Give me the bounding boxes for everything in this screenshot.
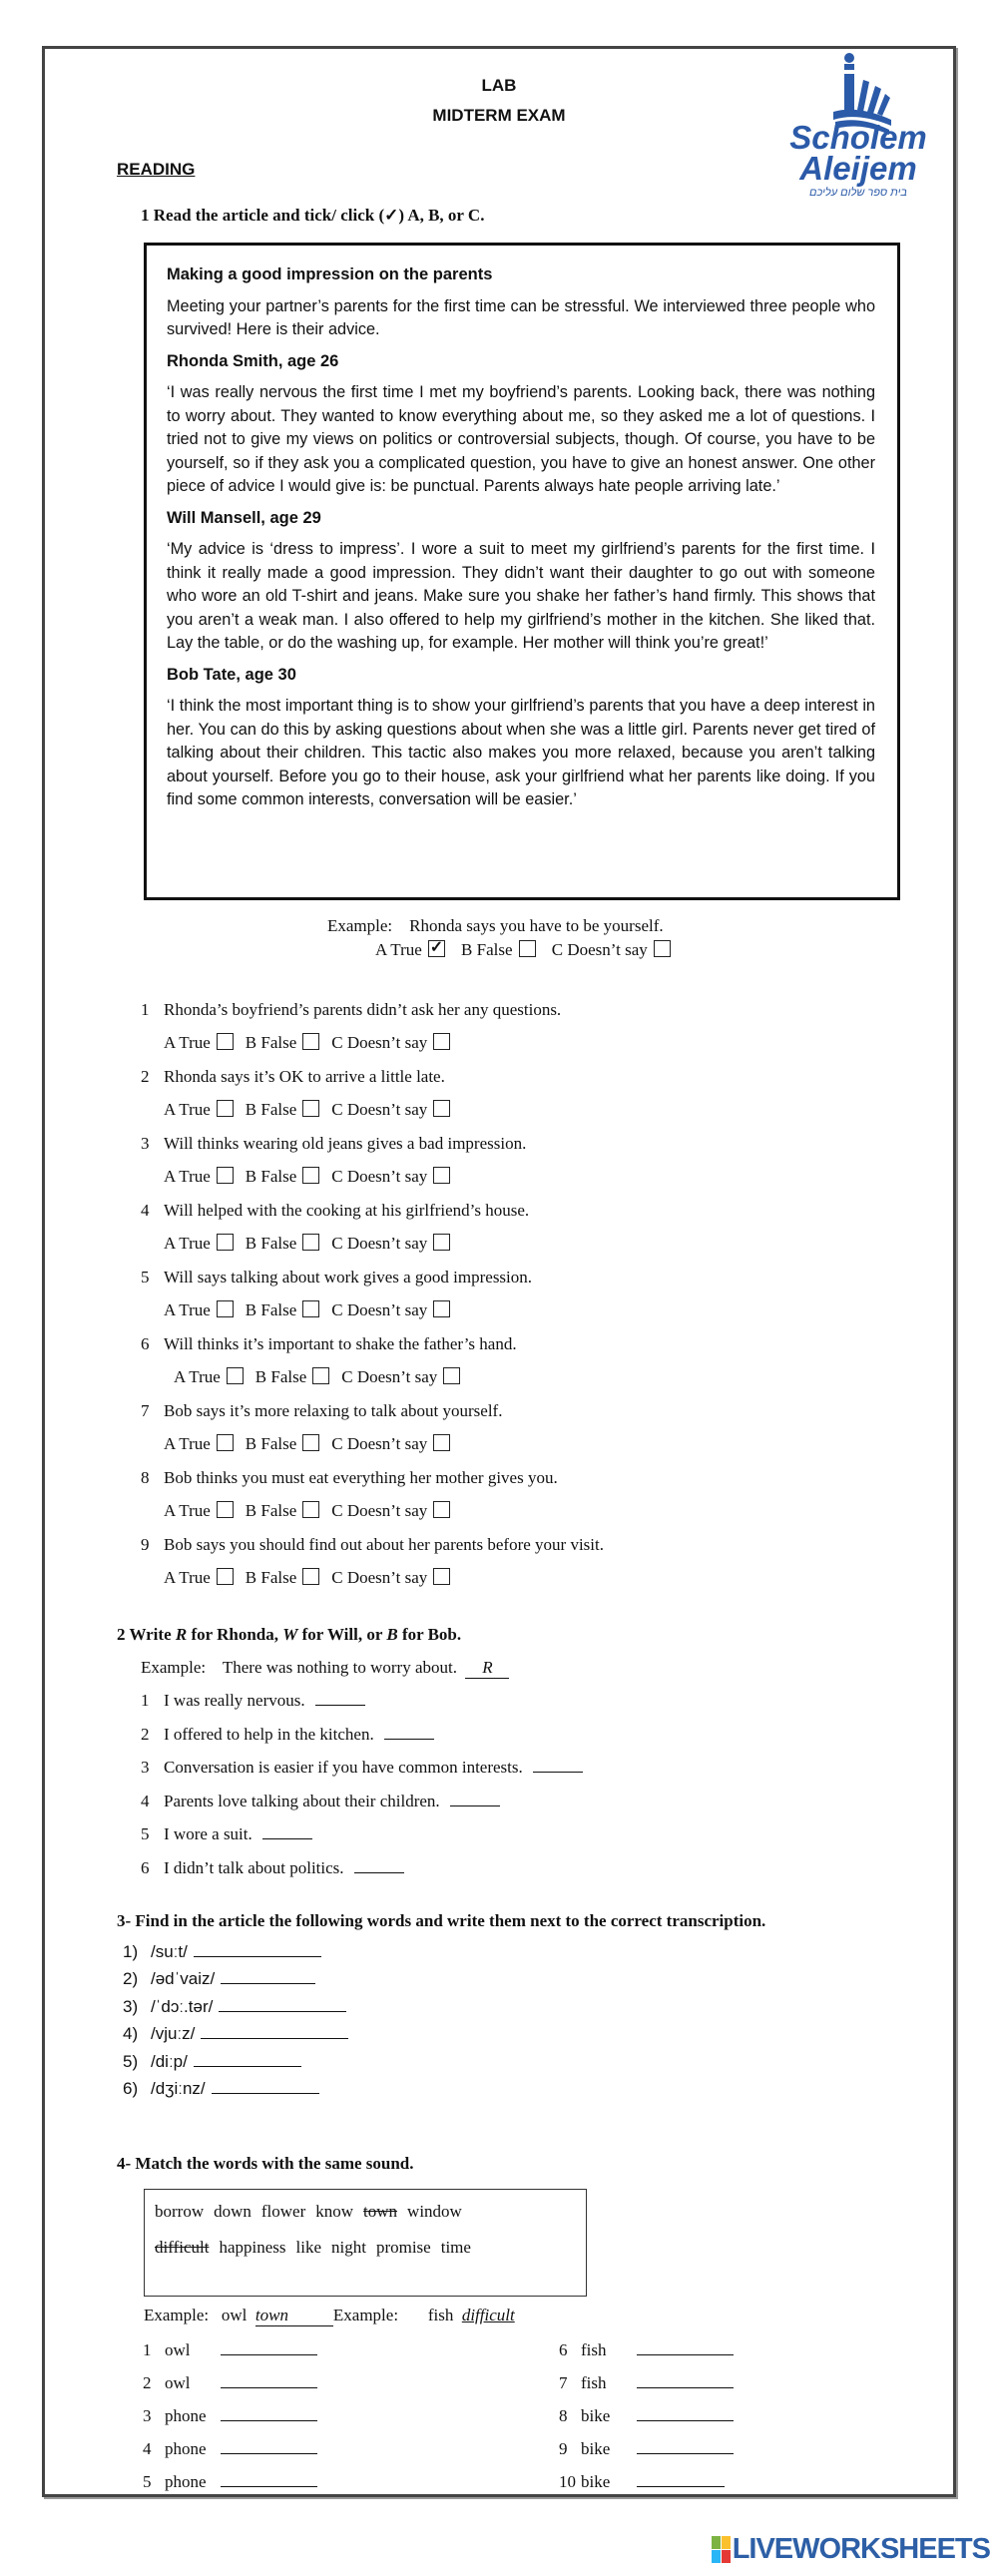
item-word: bike — [581, 2439, 611, 2458]
ipa-text: /ˈdɔː.tər/ — [151, 1996, 214, 2016]
checkbox-b[interactable] — [519, 940, 536, 957]
answer-blank[interactable] — [221, 2472, 317, 2487]
item-number: 1 — [141, 1691, 150, 1710]
checkbox-b[interactable] — [312, 1367, 329, 1384]
example-text: There was nothing to worry about. — [222, 1658, 457, 1677]
question-options — [164, 1234, 462, 1254]
item-number: 8 — [559, 2406, 568, 2425]
question-text: Bob says you should find out about her parents before your visit. — [164, 1535, 604, 1554]
checkbox-a[interactable] — [217, 1033, 234, 1050]
option-b-label: B False — [461, 940, 513, 959]
transcription-item — [123, 1969, 315, 1989]
option-a-label: A True — [375, 940, 422, 959]
item-number: 6 — [559, 2340, 568, 2359]
example-answer: R — [465, 1658, 509, 1679]
option-a-label: A True — [174, 1367, 221, 1386]
ipa-text: /diːp/ — [151, 2051, 188, 2071]
option-a-label: A True — [164, 1434, 211, 1453]
word-bank-word: town — [363, 2202, 398, 2221]
question-number: 3 — [141, 1134, 150, 1153]
school-logo — [763, 50, 953, 200]
question-text: Will thinks wearing old jeans gives a bad impression. — [164, 1134, 527, 1153]
question-text: Rhonda says it’s OK to arrive a little late. — [164, 1067, 445, 1086]
answer-blank[interactable] — [637, 2439, 734, 2454]
liveworksheets-logo — [712, 2533, 990, 2566]
option-b-label: B False — [245, 1167, 297, 1186]
option-c-label: C Doesn’t say — [551, 940, 648, 959]
item-number: 1) — [123, 1942, 139, 1961]
answer-blank[interactable] — [201, 2024, 348, 2039]
checkbox-c[interactable] — [433, 1033, 450, 1050]
checkbox-c[interactable] — [433, 1100, 450, 1117]
option-a-label: A True — [164, 1501, 211, 1520]
match-item — [559, 2472, 725, 2492]
item-text: I didn’t talk about politics. — [164, 1858, 344, 1877]
example-text: Rhonda says you have to be yourself. — [409, 916, 664, 935]
answer-blank[interactable] — [194, 1942, 321, 1957]
item-number: 7 — [559, 2373, 568, 2392]
word-bank-word: down — [214, 2202, 251, 2221]
option-b-label: B False — [245, 1434, 297, 1453]
checkbox-b[interactable] — [302, 1501, 319, 1518]
instr-r: R — [175, 1625, 188, 1644]
answer-blank[interactable] — [315, 1691, 365, 1706]
match-item — [559, 2439, 734, 2459]
item-number: 1 — [143, 2340, 152, 2359]
example-answer: difficult — [461, 2306, 515, 2324]
question-options — [164, 1434, 462, 1454]
word-bank-word: borrow — [155, 2202, 205, 2221]
option-b-label: B False — [245, 1568, 297, 1587]
instr-text: for Rhonda, — [187, 1625, 283, 1644]
item-word: bike — [581, 2406, 611, 2425]
transcription-item — [123, 1942, 321, 1962]
answer-blank[interactable] — [354, 1858, 404, 1873]
question-item — [141, 1134, 526, 1154]
item-number: 4) — [123, 2024, 139, 2044]
option-a-label: A True — [164, 1033, 211, 1052]
item-text: Parents love talking about their children. — [164, 1791, 440, 1810]
checkbox-a[interactable] — [217, 1568, 234, 1585]
answer-blank[interactable] — [450, 1792, 500, 1806]
answer-blank[interactable] — [262, 1824, 312, 1839]
example-answer: town — [255, 2306, 333, 2326]
instr-text: for Bob. — [397, 1625, 462, 1644]
item-text: Conversation is easier if you have common interests. — [164, 1758, 523, 1778]
checkbox-a[interactable] — [217, 1501, 234, 1518]
item-word: owl — [165, 2373, 191, 2392]
answer-blank[interactable] — [212, 2079, 319, 2094]
ipa-text: /dʒiːnz/ — [151, 2079, 206, 2098]
checkbox-b[interactable] — [302, 1033, 319, 1050]
question-options — [164, 1568, 462, 1588]
liveworksheets-icon — [712, 2536, 731, 2563]
answer-blank[interactable] — [221, 2439, 317, 2454]
example-label: Example: — [144, 2306, 210, 2324]
instr-text: 2 Write — [117, 1625, 176, 1644]
item-number: 3 — [141, 1758, 150, 1778]
question-item — [141, 1067, 445, 1087]
item-word: fish — [581, 2340, 607, 2359]
checkbox-a[interactable] — [217, 1300, 234, 1317]
question-options — [174, 1367, 472, 1387]
item-number: 4 — [141, 1791, 150, 1810]
question-options — [164, 1300, 462, 1320]
question-number: 6 — [141, 1334, 150, 1353]
option-b-label: B False — [245, 1234, 297, 1253]
checkbox-a-checked[interactable] — [428, 940, 445, 957]
question-number: 2 — [141, 1067, 150, 1086]
person-text: ‘My advice is ‘dress to impress’. I wore a suit to meet my girlfriend’s parents for the first time. I think it really made a good impression. They didn’t want their daughter to go out with someone who wore an old T-shirt and jeans. Make sure you shake her father’s hand firmly. This shows that you aren’t a weak man. I also offered to help my girlfriend’s mother in the kitchen. She liked that. Lay the table, or do the washing up, for example. Her mother will think you’re great!’ — [167, 540, 875, 652]
item-number: 10 — [559, 2472, 576, 2491]
item-number: 6) — [123, 2079, 139, 2098]
word-bank-word: like — [295, 2238, 321, 2257]
transcription-item — [123, 2024, 348, 2044]
instr-b: B — [386, 1625, 398, 1644]
example-word: fish — [427, 2306, 454, 2324]
option-c-label: C Doesn’t say — [331, 1234, 428, 1253]
checkbox-c[interactable] — [433, 1568, 450, 1585]
item-number: 5) — [123, 2051, 139, 2071]
question-item — [141, 1468, 558, 1488]
item-number: 3 — [143, 2406, 152, 2425]
example-label: Example: — [327, 916, 393, 935]
transcription-item — [123, 2079, 319, 2099]
question-item — [141, 1000, 561, 1020]
question-text: Rhonda’s boyfriend’s parents didn’t ask her any questions. — [164, 1000, 562, 1019]
checkbox-a[interactable] — [217, 1234, 234, 1251]
statement-item — [141, 1758, 583, 1778]
item-text: I wore a suit. — [164, 1824, 252, 1844]
part4-instruction: 4- Match the words with the same sound. — [117, 2154, 414, 2173]
option-b-label: B False — [245, 1300, 297, 1319]
transcription-item — [123, 1997, 346, 2017]
item-number: 2 — [141, 1724, 150, 1744]
checkbox-b[interactable] — [302, 1100, 319, 1117]
item-number: 2 — [143, 2373, 152, 2392]
statement-item — [141, 1858, 404, 1878]
article-title: Making a good impression on the parents — [167, 265, 493, 283]
statement-item — [141, 1691, 365, 1711]
match-item — [143, 2340, 317, 2360]
checkbox-c[interactable] — [433, 1300, 450, 1317]
question-number: 7 — [141, 1401, 150, 1420]
statement-item — [141, 1792, 500, 1811]
item-number: 6 — [141, 1858, 150, 1877]
question-text: Will thinks it’s important to shake the father’s hand. — [164, 1334, 517, 1353]
answer-blank[interactable] — [533, 1758, 583, 1773]
answer-blank[interactable] — [637, 2373, 734, 2388]
item-text: I was really nervous. — [164, 1691, 305, 1710]
person-text: ‘I think the most important thing is to show your girlfriend’s parents that you have a deep interest in her. You can do this by asking questions about when she was a little girl. Parents never get tired of talking about their children. This tactic also makes you more relaxed, because you aren’t talking about yourself. Before you go to their house, ask your girlfriend what her parents like doing. If you find some common interests, conversation will be easier.’ — [167, 697, 875, 808]
option-b-label: B False — [254, 1367, 307, 1386]
checkbox-b[interactable] — [302, 1234, 319, 1251]
match-item — [143, 2406, 317, 2426]
answer-blank[interactable] — [221, 2406, 317, 2421]
match-item — [143, 2439, 317, 2459]
answer-blank[interactable] — [194, 2052, 301, 2067]
part1-instruction: 1 Read the article and tick/ click (✓) A, B, or C. — [141, 206, 485, 225]
checkbox-b[interactable] — [302, 1434, 319, 1451]
question-item — [141, 1201, 529, 1221]
part2-instruction — [117, 1625, 461, 1645]
option-c-label: C Doesn’t say — [331, 1434, 428, 1453]
checkbox-c[interactable] — [433, 1234, 450, 1251]
option-a-label: A True — [164, 1100, 211, 1119]
answer-blank[interactable] — [219, 1997, 346, 2012]
question-options — [164, 1167, 462, 1187]
option-c-label: C Doesn’t say — [331, 1033, 428, 1052]
question-number: 8 — [141, 1468, 150, 1487]
example-label: Example: — [332, 2306, 399, 2324]
statement-item — [141, 1725, 434, 1745]
item-number: 4 — [143, 2439, 152, 2458]
checkbox-a[interactable] — [217, 1100, 234, 1117]
question-text: Bob says it’s more relaxing to talk about yourself. — [164, 1401, 503, 1420]
option-a-label: A True — [164, 1300, 211, 1319]
question-number: 4 — [141, 1201, 150, 1220]
instr-text: for Will, or — [297, 1625, 387, 1644]
item-word: fish — [581, 2373, 607, 2392]
word-bank — [144, 2189, 587, 2297]
header-lab: LAB — [481, 76, 517, 95]
option-b-label: B False — [245, 1501, 297, 1520]
word-bank-word: flower — [260, 2202, 306, 2221]
person-name: Rhonda Smith, age 26 — [167, 351, 339, 370]
word-bank-word: night — [331, 2238, 366, 2257]
option-a-label: A True — [164, 1234, 211, 1253]
word-bank-word: difficult — [155, 2238, 210, 2257]
instr-w: W — [282, 1625, 298, 1644]
word-bank-row — [155, 2194, 576, 2230]
header-exam-title: MIDTERM EXAM — [432, 106, 566, 125]
checkbox-c[interactable] — [654, 940, 671, 957]
item-number: 9 — [559, 2439, 568, 2458]
question-number: 5 — [141, 1268, 150, 1287]
ipa-text: /ədˈvaiz/ — [151, 1969, 216, 1989]
answer-blank[interactable] — [384, 1725, 434, 1740]
option-c-label: C Doesn’t say — [331, 1167, 428, 1186]
question-number: 1 — [141, 1000, 150, 1019]
word-bank-word: happiness — [219, 2238, 286, 2257]
transcription-item — [123, 2052, 301, 2072]
checkbox-c[interactable] — [433, 1434, 450, 1451]
article-box — [144, 243, 900, 900]
section-heading-reading: READING — [117, 160, 196, 179]
match-item — [559, 2340, 734, 2360]
option-c-label: C Doesn’t say — [341, 1367, 438, 1386]
item-word: phone — [165, 2439, 207, 2458]
example-word: owl — [221, 2306, 248, 2324]
part4-examples — [144, 2306, 515, 2326]
part3-instruction: 3- Find in the article the following words and write them next to the correct transcription. — [117, 1911, 766, 1930]
word-bank-word: window — [407, 2202, 462, 2221]
item-number: 3) — [123, 1996, 139, 2016]
article-intro: Meeting your partner’s parents for the first time can be stressful. We interviewed three people who survived! Here is their advice. — [167, 296, 875, 338]
question-text: Will says talking about work gives a good impression. — [164, 1268, 533, 1287]
item-text: I offered to help in the kitchen. — [164, 1724, 374, 1744]
checkbox-b[interactable] — [302, 1300, 319, 1317]
option-c-label: C Doesn’t say — [331, 1300, 428, 1319]
question-item — [141, 1535, 604, 1555]
checkbox-c[interactable] — [433, 1167, 450, 1184]
question-options — [164, 1501, 462, 1521]
question-options — [164, 1100, 462, 1120]
option-c-label: C Doesn’t say — [331, 1100, 428, 1119]
question-options — [164, 1033, 462, 1053]
answer-blank[interactable] — [637, 2472, 725, 2487]
answer-blank[interactable] — [221, 1969, 315, 1984]
word-bank-row — [155, 2230, 576, 2266]
statement-item — [141, 1824, 312, 1844]
example-options — [375, 940, 683, 960]
match-item — [143, 2373, 317, 2393]
option-a-label: A True — [164, 1568, 211, 1587]
match-item — [559, 2406, 734, 2426]
option-b-label: B False — [245, 1033, 297, 1052]
option-a-label: A True — [164, 1167, 211, 1186]
option-c-label: C Doesn’t say — [331, 1501, 428, 1520]
checkbox-b[interactable] — [302, 1167, 319, 1184]
checkbox-b[interactable] — [302, 1568, 319, 1585]
question-item — [141, 1334, 517, 1354]
checkbox-c[interactable] — [433, 1501, 450, 1518]
checkbox-a[interactable] — [227, 1367, 244, 1384]
example-label: Example: — [141, 1658, 207, 1677]
answer-blank[interactable] — [221, 2373, 317, 2388]
question-item — [141, 1268, 532, 1288]
item-number: 2) — [123, 1969, 139, 1989]
example-question — [327, 916, 664, 936]
word-bank-word: know — [315, 2202, 354, 2221]
answer-blank[interactable] — [221, 2340, 317, 2355]
ipa-text: /suːt/ — [151, 1942, 188, 1961]
logo-line2: Aleijem — [799, 150, 917, 187]
answer-blank[interactable] — [637, 2406, 734, 2421]
answer-blank[interactable] — [637, 2340, 734, 2355]
item-word: owl — [165, 2340, 191, 2359]
question-item — [141, 1401, 502, 1421]
item-number: 5 — [143, 2472, 152, 2491]
match-item — [143, 2472, 317, 2492]
word-bank-word: promise — [375, 2238, 431, 2257]
person-text: ‘I was really nervous the first time I met my boyfriend’s parents. Looking back, there was nothing to worry about. They wanted to know everything about me, so they asked me a lot of questions. I tried not to give my views on politics or controversial subjects, though. Of course, you have to be yourself, so if they ask you a complicated question, you have to give an honest answer. One other piece of advice I would give is: be punctual. Parents always hate people arriving late.’ — [167, 383, 875, 495]
part2-example — [141, 1658, 509, 1679]
question-number: 9 — [141, 1535, 150, 1554]
ipa-text: /vjuːz/ — [151, 2024, 196, 2044]
logo-hebrew: בית ספר שלום עליכם — [809, 187, 907, 199]
checkbox-c[interactable] — [443, 1367, 460, 1384]
checkbox-a[interactable] — [217, 1434, 234, 1451]
liveworksheets-text: LIVEWORKSHEETS — [732, 2533, 990, 2565]
person-name: Will Mansell, age 29 — [167, 508, 321, 527]
word-bank-word: time — [440, 2238, 471, 2257]
question-text: Will helped with the cooking at his girlfriend’s house. — [164, 1201, 530, 1220]
item-number: 5 — [141, 1824, 150, 1844]
question-text: Bob thinks you must eat everything her mother gives you. — [164, 1468, 558, 1487]
option-c-label: C Doesn’t say — [331, 1568, 428, 1587]
match-item — [559, 2373, 734, 2393]
item-word: phone — [165, 2406, 207, 2425]
option-b-label: B False — [245, 1100, 297, 1119]
logo-line1: Scholem — [789, 119, 927, 156]
checkbox-a[interactable] — [217, 1167, 234, 1184]
person-name: Bob Tate, age 30 — [167, 665, 296, 684]
item-word: bike — [581, 2472, 611, 2491]
item-word: phone — [165, 2472, 207, 2491]
